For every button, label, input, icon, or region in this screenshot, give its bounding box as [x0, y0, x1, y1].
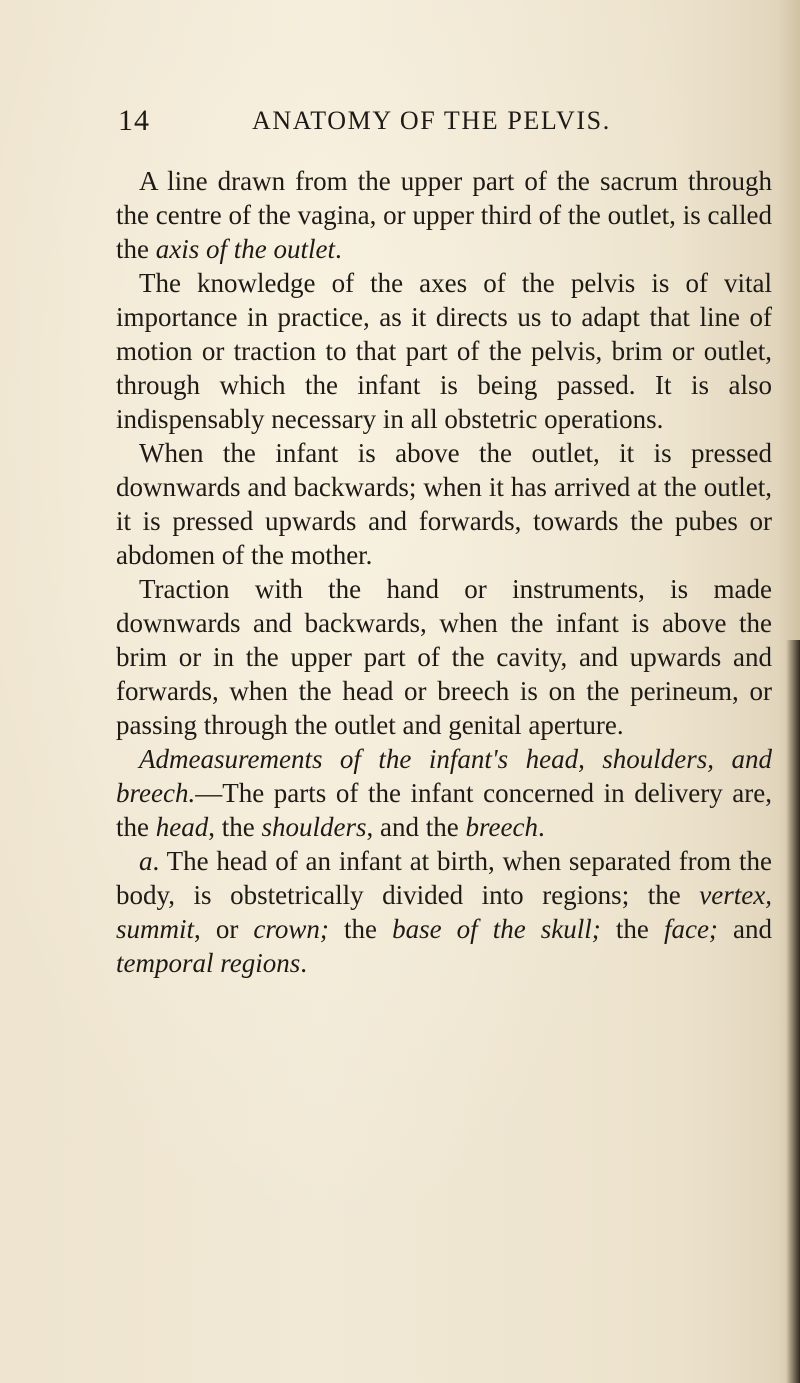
- italic-term: shoulders: [261, 812, 367, 842]
- paragraph-text: .: [334, 234, 342, 264]
- page-edge-shadow: [786, 640, 800, 1383]
- paragraph-axis-of-outlet: [116, 164, 772, 266]
- paragraph-traction: [116, 572, 772, 742]
- paragraph-text: The knowledge of the axes of the pelvis is of vital importance in practice, as it directs us to adapt that line of motion or traction to that part of the pelvis, brim or outlet, through which the infant is being passed. It is also indispensably necessary in all obstetric operations.: [116, 268, 772, 434]
- paragraph-text: the: [328, 914, 393, 944]
- paragraph-axes-importance: [116, 266, 772, 436]
- paragraph-text: , or: [194, 914, 254, 944]
- italic-term: head: [155, 812, 209, 842]
- page-number: 14: [118, 104, 150, 137]
- paragraph-text: Traction with the hand or instruments, is made downwards and backwards, when the infant is above the brim or in the upper part of the cavity, and upwards and forwards, when the head or breech is on the perineum, or passing through the outlet and genital aperture.: [116, 574, 772, 740]
- italic-term: base of the skull;: [392, 914, 601, 944]
- italic-term: a: [139, 846, 153, 876]
- paragraph-text: A line drawn from the upper part of the sacrum through the centre of the vagina, or upper third of the outlet, is called the: [116, 166, 772, 264]
- paragraph-text: . The head of an infant at birth, when separated from the body, is obstetrically divided into regions; the: [116, 846, 772, 910]
- paragraph-text: When the infant is above the outlet, it is pressed downwards and backwards; when it has arrived at the outlet, it is pressed upwards and forwards, towards the pubes or abdomen of the mother.: [116, 438, 772, 570]
- italic-term: temporal regions: [116, 948, 301, 978]
- paragraph-text: the: [600, 914, 664, 944]
- italic-term: axis of the outlet: [155, 234, 335, 264]
- italic-term: face;: [663, 914, 718, 944]
- paragraph-text: , and the: [366, 812, 466, 842]
- section-heading: Admeasurements of the infant's head, shoulders, and breech.: [116, 744, 772, 808]
- italic-term: breech: [465, 812, 538, 842]
- paragraph-text: .: [537, 812, 545, 842]
- italic-term: crown;: [253, 914, 329, 944]
- paragraph-text: and: [717, 914, 772, 944]
- running-head: ANATOMY OF THE PELVIS.: [252, 106, 611, 135]
- paragraph-text: —The parts of the infant concerned in delivery are, the: [116, 778, 772, 842]
- paragraph-text: , the: [208, 812, 262, 842]
- paragraph-infant-above-outlet: [116, 436, 772, 572]
- italic-term: vertex, summit: [116, 880, 772, 944]
- paragraph-admeasurements: [116, 742, 772, 844]
- body-text: [116, 164, 772, 980]
- paragraph-head-regions: [116, 844, 772, 980]
- page-header: [118, 104, 658, 144]
- paragraph-text: .: [300, 948, 307, 978]
